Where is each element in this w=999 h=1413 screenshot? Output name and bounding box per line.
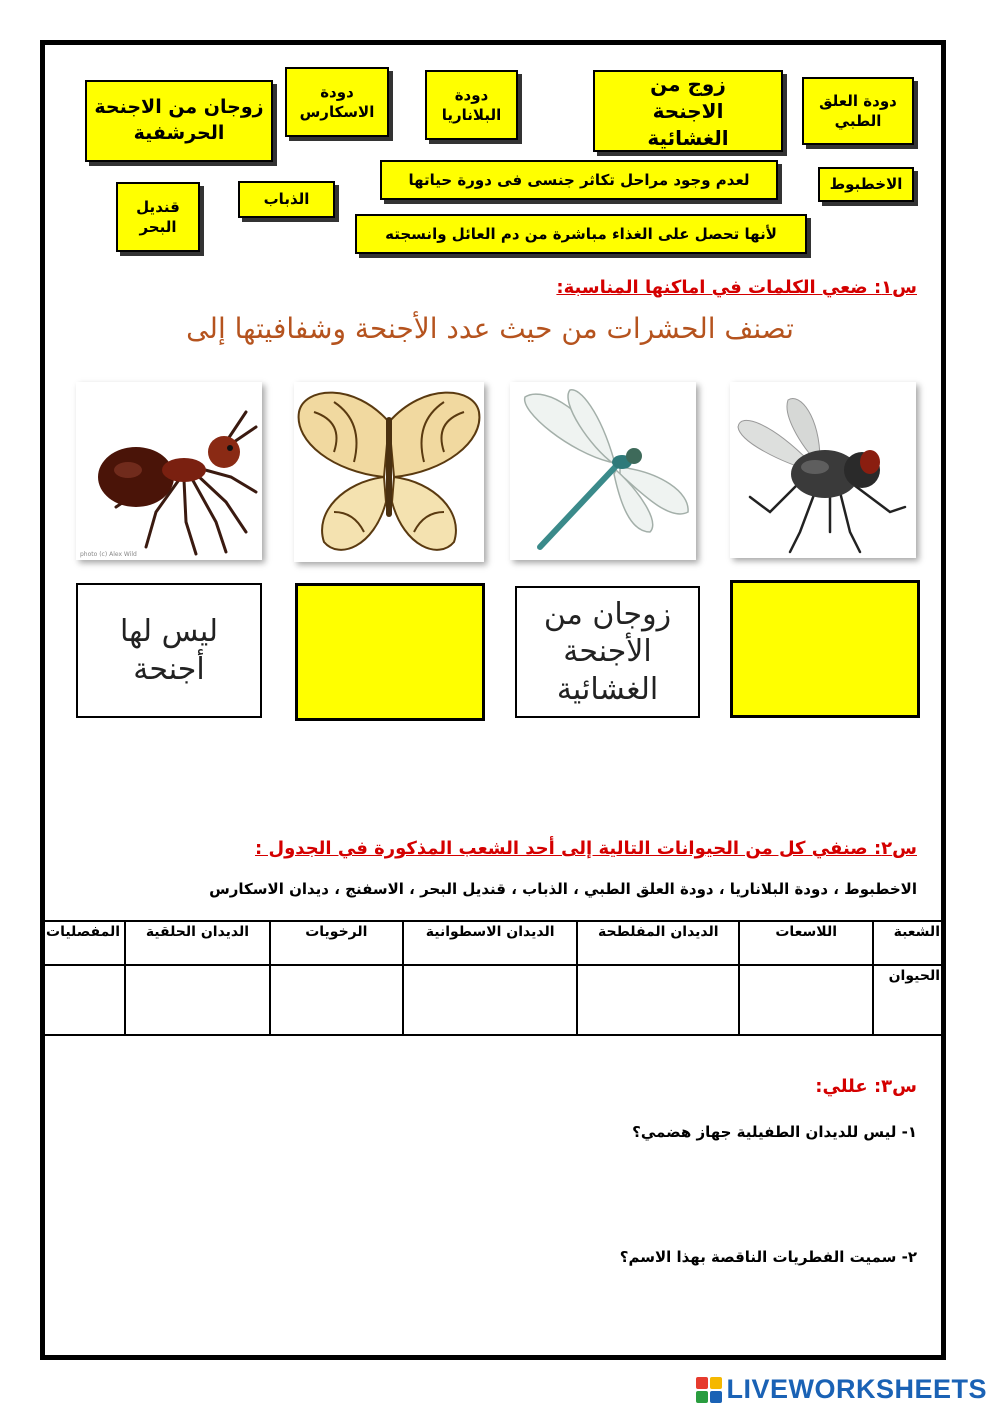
- table-header-mollusks: الرخويات: [270, 921, 403, 965]
- table-answer-mollusks[interactable]: [270, 965, 403, 1035]
- q2-animal-list: الاخطبوط ، دودة البلاناريا ، دودة العلق الطبي ، الذباب ، قنديل البحر ، الاسفنج ، ديدان الاسكارس: [209, 880, 917, 898]
- dragonfly-photo: [510, 382, 696, 560]
- answer-box-dragonfly: زوجان من الأجنحة الغشائية: [515, 586, 700, 718]
- table-header-arthropods: المفصليات: [41, 921, 125, 965]
- word-chip-membranous-pair[interactable]: زوج من الاجنحة الغشائية: [593, 70, 783, 152]
- classification-table: [40, 920, 946, 1036]
- table-answer-roundworms[interactable]: [403, 965, 578, 1035]
- butterfly-icon: [294, 382, 484, 562]
- table-answer-flatworms[interactable]: [577, 965, 739, 1035]
- table-answer-arthropods[interactable]: [41, 965, 125, 1035]
- table-answer-annelids[interactable]: [125, 965, 270, 1035]
- q3-item-2: ٢- سميت الفطريات الناقصة بهذا الاسم؟: [619, 1248, 917, 1266]
- word-chip-jellyfish[interactable]: قنديل البحر: [116, 182, 200, 252]
- table-answer-cnidaria[interactable]: [739, 965, 873, 1035]
- word-chip-octopus[interactable]: الاخطبوط: [818, 167, 914, 202]
- table-row: [41, 921, 945, 965]
- answer-drop-fly[interactable]: [730, 580, 920, 718]
- table-row: [41, 965, 945, 1035]
- ant-photo: [76, 382, 262, 560]
- fly-icon: [730, 382, 916, 558]
- photo-credit: photo (c) Alex Wild: [80, 551, 137, 558]
- table-header-roundworms: الديدان الاسطوانية: [403, 921, 578, 965]
- ant-icon: [76, 382, 262, 560]
- table-header-annelids: الديدان الحلقية: [125, 921, 270, 965]
- word-chip-no-sexual-stage[interactable]: لعدم وجود مراحل تكاثر جنسى فى دورة حياتها: [380, 160, 778, 200]
- table-row-head-phylum: الشعبة: [873, 921, 945, 965]
- liveworksheets-logo: [696, 1374, 987, 1405]
- word-chip-ascaris[interactable]: دودة الاسكارس: [285, 67, 389, 137]
- table-row-head-animal: الحيوان: [873, 965, 945, 1035]
- word-chip-host-blood[interactable]: لأنها تحصل على الغذاء مباشرة من دم العائل وانسجته: [355, 214, 807, 254]
- q1-title: س١: ضعي الكلمات في اماكنها المناسبة:: [556, 277, 917, 298]
- word-chip-planaria[interactable]: دودة البلاناريا: [425, 70, 518, 140]
- q1-subtitle: تصنف الحشرات من حيث عدد الأجنحة وشفافيتها إلى: [186, 312, 794, 345]
- word-chip-leech[interactable]: دودة العلق الطبي: [802, 77, 914, 145]
- word-chip-scaly-wings[interactable]: زوجان من الاجنحة الحرشفية: [85, 80, 273, 162]
- q3-item-1: ١- ليس للديدان الطفيلية جهاز هضمي؟: [632, 1123, 917, 1141]
- table-header-flatworms: الديدان المفلطحة: [577, 921, 739, 965]
- brand-name: LIVEWORKSHEETS: [726, 1374, 987, 1404]
- butterfly-photo: [294, 382, 484, 562]
- word-chip-flies[interactable]: الذباب: [238, 181, 335, 218]
- table-header-cnidaria: اللاسعات: [739, 921, 873, 965]
- liveworksheets-icon: [696, 1377, 722, 1403]
- fly-photo: [730, 382, 916, 558]
- dragonfly-icon: [510, 382, 696, 560]
- answer-drop-butterfly[interactable]: [295, 583, 485, 721]
- answer-box-ant: ليس لها أجنحة: [76, 583, 262, 718]
- q3-title: س٣: عللي:: [815, 1076, 917, 1097]
- q2-title: س٢: صنفي كل من الحيوانات التالية إلى أحد الشعب المذكورة في الجدول :: [255, 838, 917, 859]
